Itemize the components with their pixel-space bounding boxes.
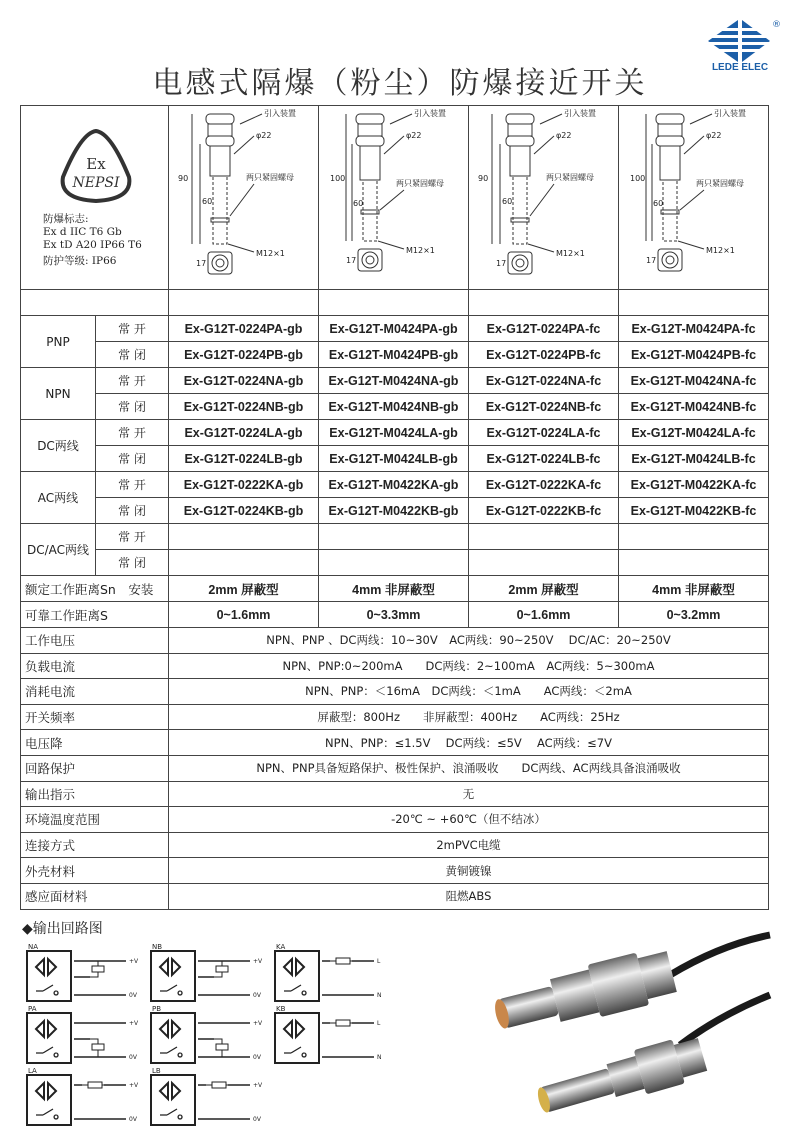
- svg-text:Ex: Ex: [86, 155, 106, 173]
- hex-size-label: 17: [195, 259, 206, 268]
- contact-state: 常 闭: [96, 342, 169, 368]
- product-photo: [470, 915, 790, 1130]
- model-number: [469, 550, 619, 576]
- hex-size-label: 17: [345, 256, 356, 265]
- lead-in-label: 引入装置: [263, 109, 296, 118]
- spec-label: 感应面材料: [21, 883, 169, 909]
- model-number: Ex-G12T-M0422KA-fc: [619, 472, 769, 498]
- thread-label: M12×1: [405, 246, 435, 255]
- hex-size-label: 17: [645, 256, 656, 265]
- model-row: [21, 472, 769, 498]
- thread-length-label: 60: [352, 199, 363, 208]
- ex-mark-dust: Ex tD A20 IP66 T6: [43, 239, 142, 251]
- drawing-cell: [169, 106, 319, 290]
- diameter-label: φ22: [405, 131, 421, 140]
- model-number: [169, 550, 319, 576]
- sn-value: 2mm 屏蔽型: [169, 576, 319, 602]
- wire-bottom-label: 0V: [253, 1116, 261, 1123]
- s-label: 可靠工作距离S: [21, 602, 169, 628]
- contact-state: 常 闭: [96, 550, 169, 576]
- spec-label: 连接方式: [21, 832, 169, 858]
- spec-row: [21, 883, 769, 909]
- model-number: [619, 524, 769, 550]
- model-number: Ex-G12T-M0424LA-gb: [319, 420, 469, 446]
- model-number: [319, 550, 469, 576]
- circuit-code: PB: [152, 1005, 162, 1013]
- output-circuit-diagrams: [26, 945, 396, 1130]
- model-number: Ex-G12T-0224PB-gb: [169, 342, 319, 368]
- circuit-pa: [27, 1005, 139, 1063]
- drawing-cell: [319, 106, 469, 290]
- spec-row: [21, 832, 769, 858]
- wire-bottom-label: 0V: [129, 992, 137, 999]
- spec-row: [21, 653, 769, 679]
- diameter-label: φ22: [555, 131, 571, 140]
- wire-top-label: +V: [129, 958, 139, 965]
- model-row: [21, 394, 769, 420]
- model-number: Ex-G12T-M0424PA-fc: [619, 316, 769, 342]
- circuit-code: KA: [276, 943, 286, 951]
- model-number: Ex-G12T-M0422KA-gb: [319, 472, 469, 498]
- output-type: AC两线: [21, 472, 96, 524]
- model-number: Ex-G12T-0222KA-gb: [169, 472, 319, 498]
- model-number: Ex-G12T-M0424NB-gb: [319, 394, 469, 420]
- model-number: Ex-G12T-M0424NA-fc: [619, 368, 769, 394]
- wire-top-label: L: [377, 958, 381, 965]
- circuit-ka: [275, 943, 382, 1001]
- model-number: Ex-G12T-M0424NB-fc: [619, 394, 769, 420]
- brand-name: LEDE ELEC: [711, 62, 769, 73]
- output-type: DC两线: [21, 420, 96, 472]
- spec-value: 阻燃ABS: [169, 883, 769, 909]
- model-number: Ex-G12T-0222KA-fc: [469, 472, 619, 498]
- model-row: [21, 368, 769, 394]
- wire-top-label: +V: [253, 1020, 263, 1027]
- model-number: [619, 550, 769, 576]
- s-value: 0~1.6mm: [469, 602, 619, 628]
- wire-top-label: +V: [253, 958, 263, 965]
- model-number: Ex-G12T-M0422KB-fc: [619, 498, 769, 524]
- lede-logo-icon: [700, 18, 780, 64]
- spec-row: [21, 807, 769, 833]
- model-number: [469, 524, 619, 550]
- output-type: DC/AC两线: [21, 524, 96, 576]
- circuit-pb: [151, 1005, 263, 1063]
- nuts-label: 两只紧固螺母: [545, 173, 594, 182]
- contact-state: 常 开: [96, 420, 169, 446]
- circuit-kb: [275, 1005, 382, 1063]
- model-number: Ex-G12T-0224NB-gb: [169, 394, 319, 420]
- wire-bottom-label: N: [377, 992, 382, 999]
- nuts-label: 两只紧固螺母: [695, 179, 744, 188]
- model-number: Ex-G12T-0224LB-fc: [469, 446, 619, 472]
- spec-row: [21, 704, 769, 730]
- contact-state: 常 开: [96, 316, 169, 342]
- model-number: Ex-G12T-M0424LB-gb: [319, 446, 469, 472]
- protection-rating: 防护等级: IP66: [43, 255, 117, 267]
- hex-size-label: 17: [495, 259, 506, 268]
- model-row: [21, 342, 769, 368]
- s-row: [21, 602, 769, 628]
- model-number: Ex-G12T-0224LB-gb: [169, 446, 319, 472]
- spec-label: 工作电压: [21, 628, 169, 654]
- model-number: Ex-G12T-M0424PA-gb: [319, 316, 469, 342]
- contact-state: 常 开: [96, 524, 169, 550]
- spec-label: 环境温度范围: [21, 807, 169, 833]
- model-number: [319, 524, 469, 550]
- spec-label: 负载电流: [21, 653, 169, 679]
- sn-label: 额定工作距离Sn 安装: [21, 576, 169, 602]
- svg-text:®: ®: [772, 20, 781, 30]
- certification-cell: [21, 106, 169, 290]
- spec-label: 外壳材料: [21, 858, 169, 884]
- model-number: Ex-G12T-M0424LB-fc: [619, 446, 769, 472]
- spec-row: [21, 679, 769, 705]
- model-number: Ex-G12T-0224LA-gb: [169, 420, 319, 446]
- spec-label: 开关频率: [21, 704, 169, 730]
- model-row: [21, 420, 769, 446]
- lead-in-label: 引入装置: [413, 109, 446, 118]
- circuit-code: NA: [28, 943, 39, 951]
- wire-bottom-label: 0V: [129, 1054, 137, 1061]
- spec-value: NPN、PNP：≤1.5V DC两线：≤5V AC两线：≤7V: [169, 730, 769, 756]
- circuit-section-title: ◆输出回路图: [22, 921, 103, 937]
- model-number: Ex-G12T-0224NA-fc: [469, 368, 619, 394]
- model-number: Ex-G12T-0224NA-gb: [169, 368, 319, 394]
- spec-value: 黄铜镀镍: [169, 858, 769, 884]
- contact-state: 常 开: [96, 472, 169, 498]
- lead-in-label: 引入装置: [563, 109, 596, 118]
- spec-value: NPN、PNP具备短路保护、极性保护、浪涌吸收 DC两线、AC两线具备浪涌吸收: [169, 755, 769, 781]
- model-number: Ex-G12T-0224LA-fc: [469, 420, 619, 446]
- model-number: Ex-G12T-0224PA-gb: [169, 316, 319, 342]
- sn-value: 4mm 非屏蔽型: [319, 576, 469, 602]
- spec-label: 输出指示: [21, 781, 169, 807]
- diameter-label: φ22: [705, 131, 721, 140]
- ex-mark-gas: Ex d IIC T6 Gb: [43, 226, 122, 238]
- wire-bottom-label: N: [377, 1054, 382, 1061]
- circuit-nb: [151, 943, 263, 1001]
- spec-table: [20, 105, 769, 910]
- circuit-code: PA: [28, 1005, 37, 1013]
- output-type: PNP: [21, 316, 96, 368]
- sn-value: 4mm 非屏蔽型: [619, 576, 769, 602]
- brand-logo: [700, 18, 780, 78]
- contact-state: 常 开: [96, 368, 169, 394]
- s-value: 0~1.6mm: [169, 602, 319, 628]
- spec-value: -20℃ ~ +60℃（但不结冰）: [169, 807, 769, 833]
- wire-top-label: L: [377, 1020, 381, 1027]
- contact-state: 常 闭: [96, 446, 169, 472]
- wire-top-label: +V: [253, 1082, 263, 1089]
- drawing-cell: [469, 106, 619, 290]
- thread-length-label: 60: [501, 197, 512, 206]
- sn-row: [21, 576, 769, 602]
- spec-row: [21, 628, 769, 654]
- circuit-code: NB: [152, 943, 163, 951]
- circuit-la: [27, 1067, 139, 1125]
- length-label: 90: [177, 174, 188, 183]
- model-number: Ex-G12T-M0424PB-gb: [319, 342, 469, 368]
- model-row: [21, 316, 769, 342]
- model-number: Ex-G12T-M0424PB-fc: [619, 342, 769, 368]
- ex-mark-label: 防爆标志:: [43, 213, 89, 225]
- model-number: Ex-G12T-0222KB-fc: [469, 498, 619, 524]
- spec-value: NPN、PNP 、DC两线：10~30V AC两线：90~250V DC/AC：20~250V: [169, 628, 769, 654]
- lead-in-label: 引入装置: [713, 109, 746, 118]
- length-label: 100: [329, 174, 345, 183]
- spec-label: 电压降: [21, 730, 169, 756]
- thread-label: M12×1: [705, 246, 735, 255]
- s-value: 0~3.3mm: [319, 602, 469, 628]
- thread-label: M12×1: [255, 249, 285, 258]
- drawing-cell: [619, 106, 769, 290]
- s-value: 0~3.2mm: [619, 602, 769, 628]
- wire-bottom-label: 0V: [253, 1054, 261, 1061]
- nepsi-ex-logo: [51, 127, 141, 207]
- length-label: 90: [477, 174, 488, 183]
- spec-value: NPN、PNP：＜16mA DC两线：＜1mA AC两线：＜2mA: [169, 679, 769, 705]
- spec-value: 无: [169, 781, 769, 807]
- model-number: Ex-G12T-M0424LA-fc: [619, 420, 769, 446]
- model-number: Ex-G12T-0224PB-fc: [469, 342, 619, 368]
- spec-value: NPN、PNP:0~200mA DC两线：2~100mA AC两线：5~300mA: [169, 653, 769, 679]
- nuts-label: 两只紧固螺母: [245, 173, 294, 182]
- contact-state: 常 闭: [96, 498, 169, 524]
- circuit-lb: [151, 1067, 263, 1125]
- spec-label: 回路保护: [21, 755, 169, 781]
- page-title: 电感式隔爆（粉尘）防爆接近开关: [152, 66, 648, 101]
- spec-label: 消耗电流: [21, 679, 169, 705]
- sn-value: 2mm 屏蔽型: [469, 576, 619, 602]
- contact-state: 常 闭: [96, 394, 169, 420]
- model-row: [21, 524, 769, 550]
- spec-row: [21, 781, 769, 807]
- circuit-code: KB: [276, 1005, 286, 1013]
- spec-value: 2mPVC电缆: [169, 832, 769, 858]
- spec-row: [21, 755, 769, 781]
- length-label: 100: [629, 174, 645, 183]
- model-number: Ex-G12T-0224PA-fc: [469, 316, 619, 342]
- model-row: [21, 446, 769, 472]
- wire-bottom-label: 0V: [253, 992, 261, 999]
- spec-row: [21, 858, 769, 884]
- spec-row: [21, 730, 769, 756]
- thread-length-label: 60: [201, 197, 212, 206]
- model-number: Ex-G12T-0224KB-gb: [169, 498, 319, 524]
- diameter-label: φ22: [255, 131, 271, 140]
- model-number: Ex-G12T-0224NB-fc: [469, 394, 619, 420]
- circuit-code: LB: [152, 1067, 161, 1075]
- thread-label: M12×1: [555, 249, 585, 258]
- model-number: Ex-G12T-M0424NA-gb: [319, 368, 469, 394]
- svg-text:NEPSI: NEPSI: [72, 175, 120, 191]
- output-type: NPN: [21, 368, 96, 420]
- wire-top-label: +V: [129, 1020, 139, 1027]
- thread-length-label: 60: [652, 199, 663, 208]
- wire-top-label: +V: [129, 1082, 139, 1089]
- nuts-label: 两只紧固螺母: [395, 179, 444, 188]
- circuit-code: LA: [28, 1067, 37, 1075]
- wire-bottom-label: 0V: [129, 1116, 137, 1123]
- spec-value: 屏蔽型：800Hz 非屏蔽型：400Hz AC两线：25Hz: [169, 704, 769, 730]
- model-row: [21, 498, 769, 524]
- model-number: [169, 524, 319, 550]
- model-row: [21, 550, 769, 576]
- circuit-na: [27, 943, 139, 1001]
- model-number: Ex-G12T-M0422KB-gb: [319, 498, 469, 524]
